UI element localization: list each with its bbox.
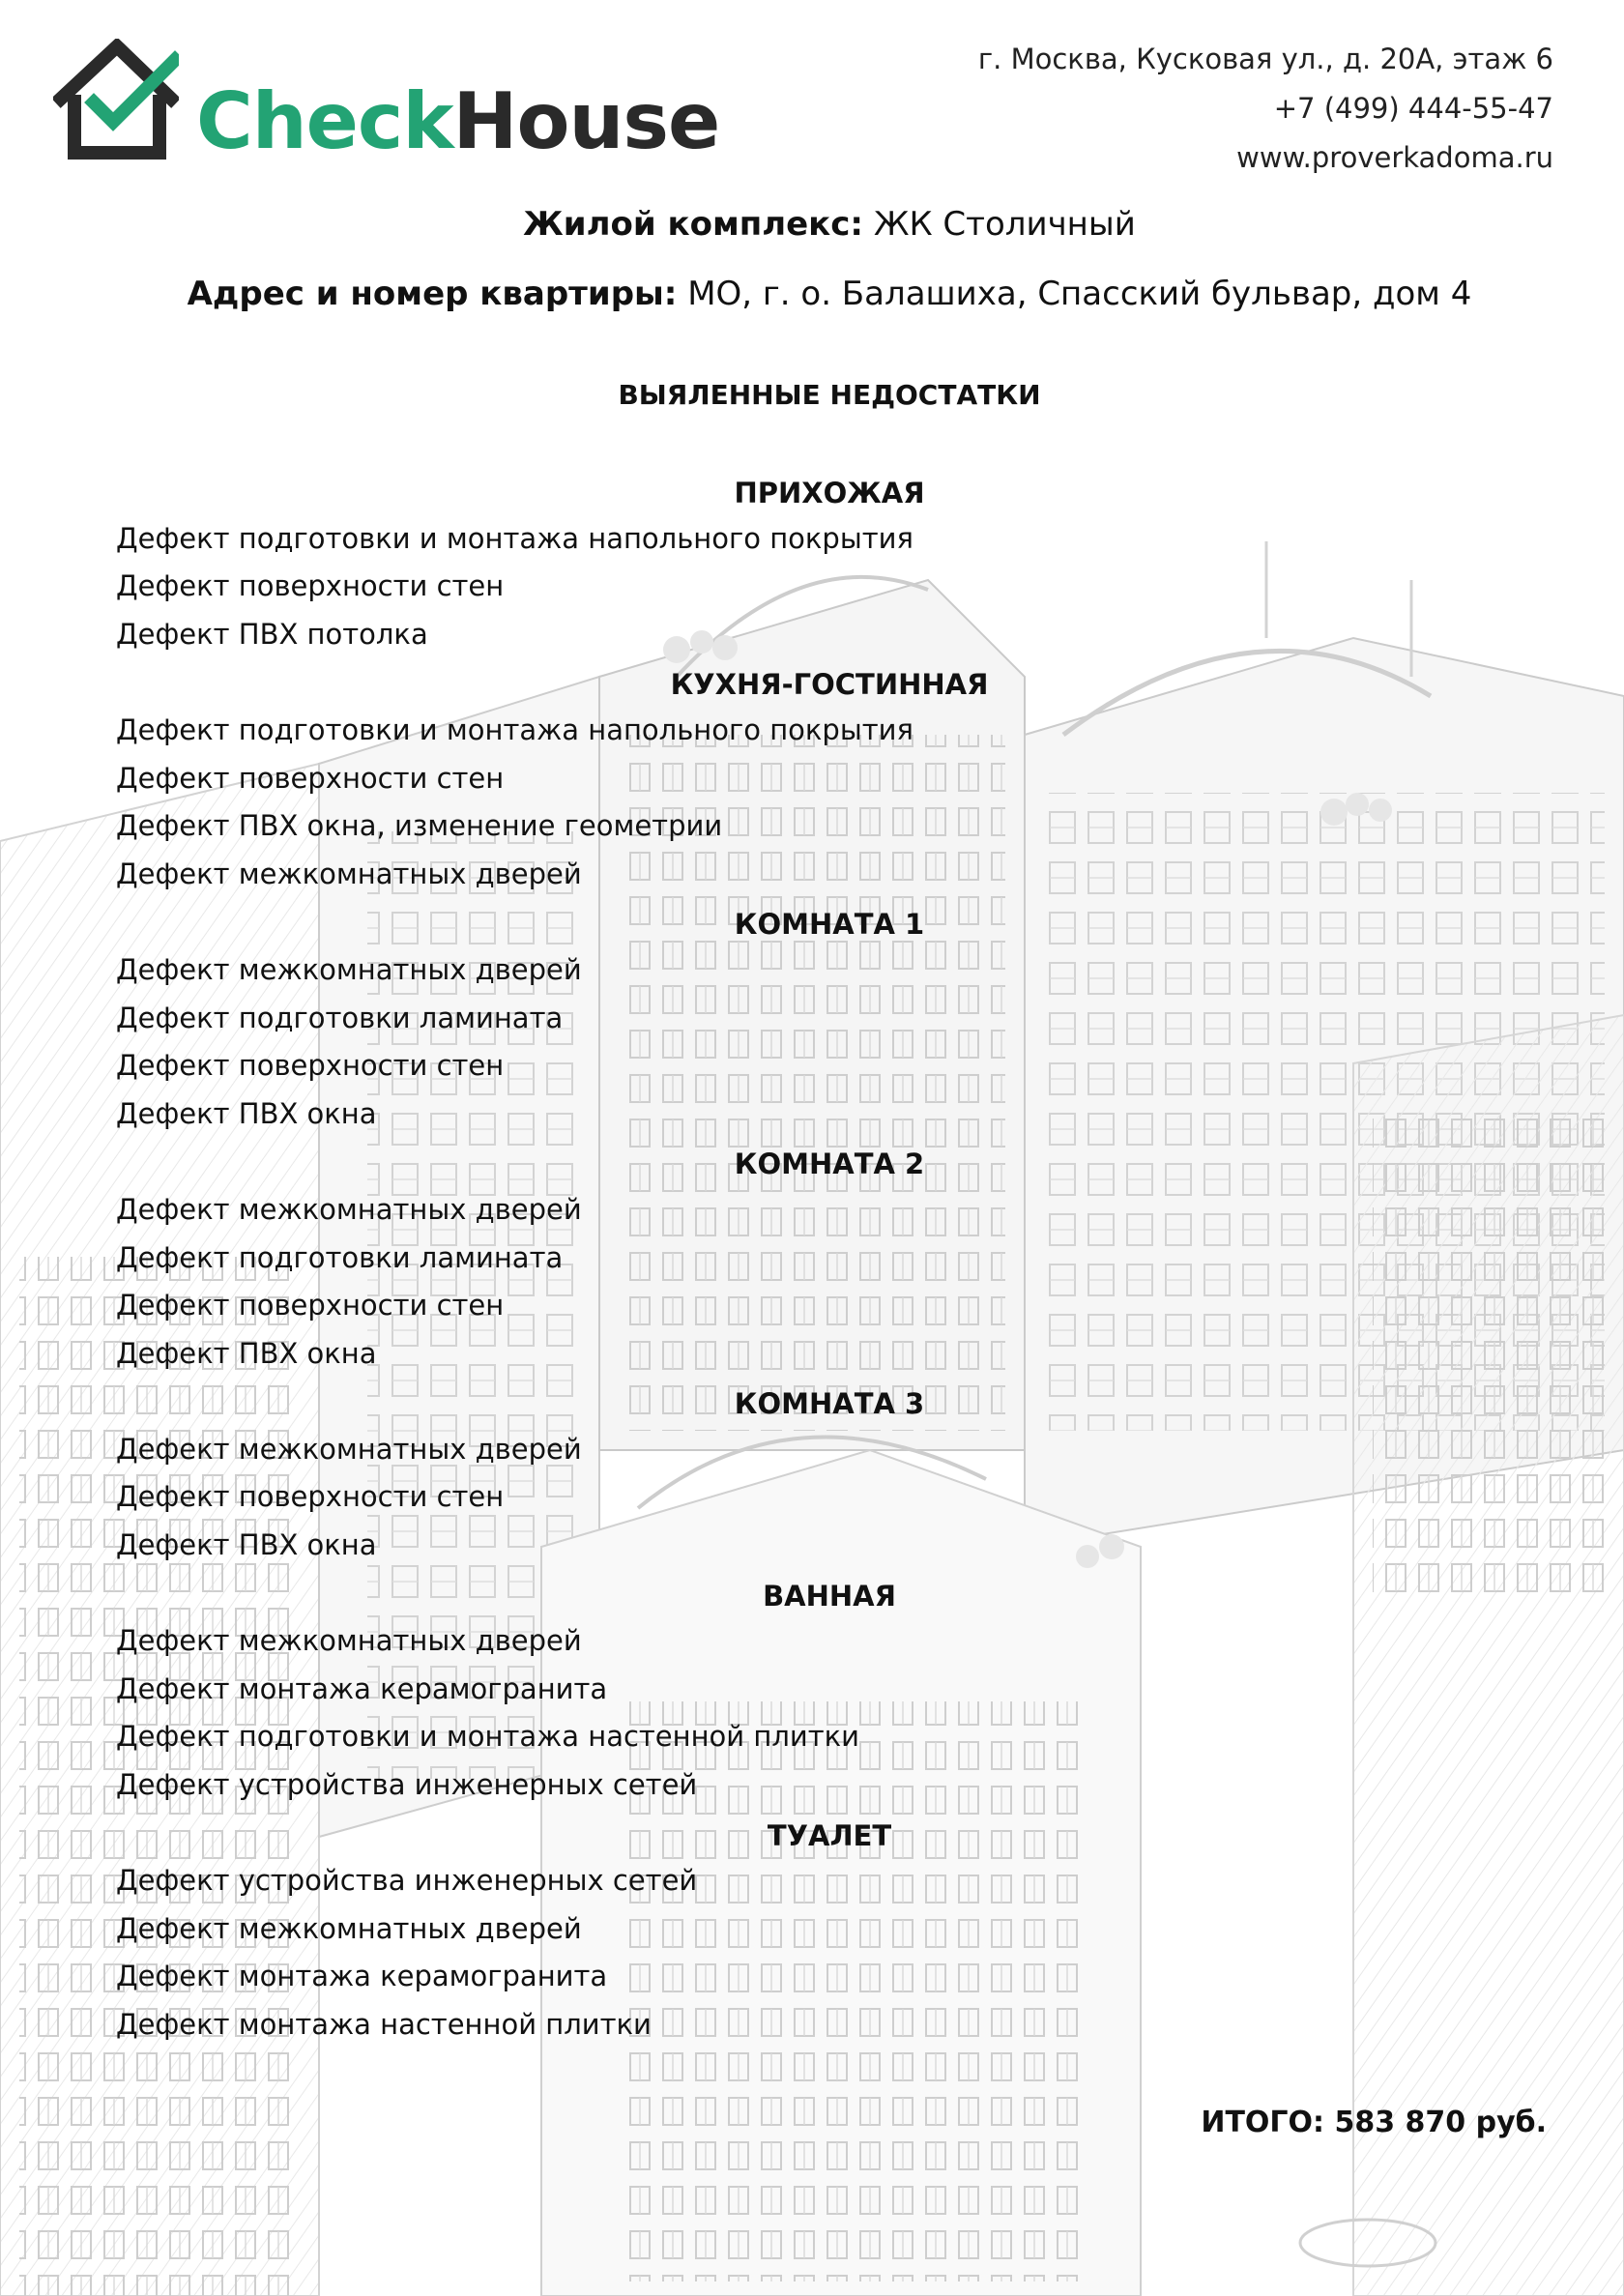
report-title: ВЫЯЛЕННЫЕ НЕДОСТАТКИ [618,379,1041,411]
defect-item: Дефект поверхности стен [116,761,505,795]
defect-item: Дефект монтажа керамогранита [116,1671,608,1705]
company-contacts [978,35,1553,183]
defect-item: Дефект монтажа настенной плитки [116,2008,652,2041]
defect-item: Дефект ПВХ окна [116,1528,377,1562]
defect-item: Дефект поверхности стен [116,1049,505,1083]
complex-label: Жилой комплекс: [523,205,864,244]
defect-item: Дефект подготовки ламината [116,1240,564,1274]
house-check-icon [53,39,179,164]
defect-item: Дефект подготовки и монтажа настенной плитки [116,1720,859,1754]
defect-item: Дефект ПВХ окна [116,1336,377,1370]
complex-info [0,205,1624,244]
defect-item: Дефект устройства инженерных сетей [116,1864,698,1898]
brand-name-check: Check [196,76,453,166]
company-website[interactable]: www.proverkadoma.ru [1236,141,1553,174]
defect-item: Дефект устройства инженерных сетей [116,1768,698,1802]
section-heading: ВАННАЯ [763,1579,896,1613]
defects-list [0,464,1624,2047]
address-value: МО, г. о. Балашиха, Спасский бульвар, дом 4 [687,275,1472,313]
defect-item: Дефект межкомнатных дверей [116,1911,582,1945]
defect-item: Дефект монтажа керамогранита [116,1960,608,1993]
defect-item: Дефект ПВХ окна, изменение геометрии [116,809,723,843]
complex-value: ЖК Столичный [873,205,1136,244]
defect-item: Дефект подготовки ламината [116,1001,564,1034]
defect-item: Дефект межкомнатных дверей [116,1432,582,1466]
section-heading: КОМНАТА 2 [734,1148,925,1181]
checkhouse-logo[interactable] [53,39,720,166]
section-heading: КОМНАТА 1 [734,908,925,942]
section-heading: КОМНАТА 3 [734,1387,925,1421]
defect-item: Дефект межкомнатных дверей [116,1624,582,1658]
address-info [0,275,1624,313]
brand-name [196,73,719,170]
defect-item: Дефект поверхности стен [116,1289,505,1322]
defect-item: Дефект подготовки и монтажа напольного покрытия [116,712,914,746]
defect-item: Дефект межкомнатных дверей [116,952,582,986]
defect-item: Дефект межкомнатных дверей [116,1192,582,1226]
company-phone[interactable]: +7 (499) 444-55-47 [1273,92,1553,125]
company-address: г. Москва, Кусковая ул., д. 20А, этаж 6 [977,43,1553,75]
defect-item: Дефект ПВХ потолка [116,617,428,651]
section-heading: ТУАЛЕТ [767,1818,892,1852]
section-heading: ПРИХОЖАЯ [734,477,925,509]
section-heading: КУХНЯ-ГОСТИННАЯ [670,668,989,702]
defect-item: Дефект межкомнатных дверей [116,857,582,890]
total-amount: ИТОГО: 583 870 руб. [1201,2106,1547,2139]
defect-item: Дефект поверхности стен [116,569,505,603]
brand-name-house: House [452,76,720,166]
defect-item: Дефект ПВХ окна [116,1096,377,1130]
defect-item: Дефект подготовки и монтажа напольного покрытия [116,521,914,555]
address-label: Адрес и номер квартиры: [187,275,678,313]
defect-item: Дефект поверхности стен [116,1480,505,1514]
